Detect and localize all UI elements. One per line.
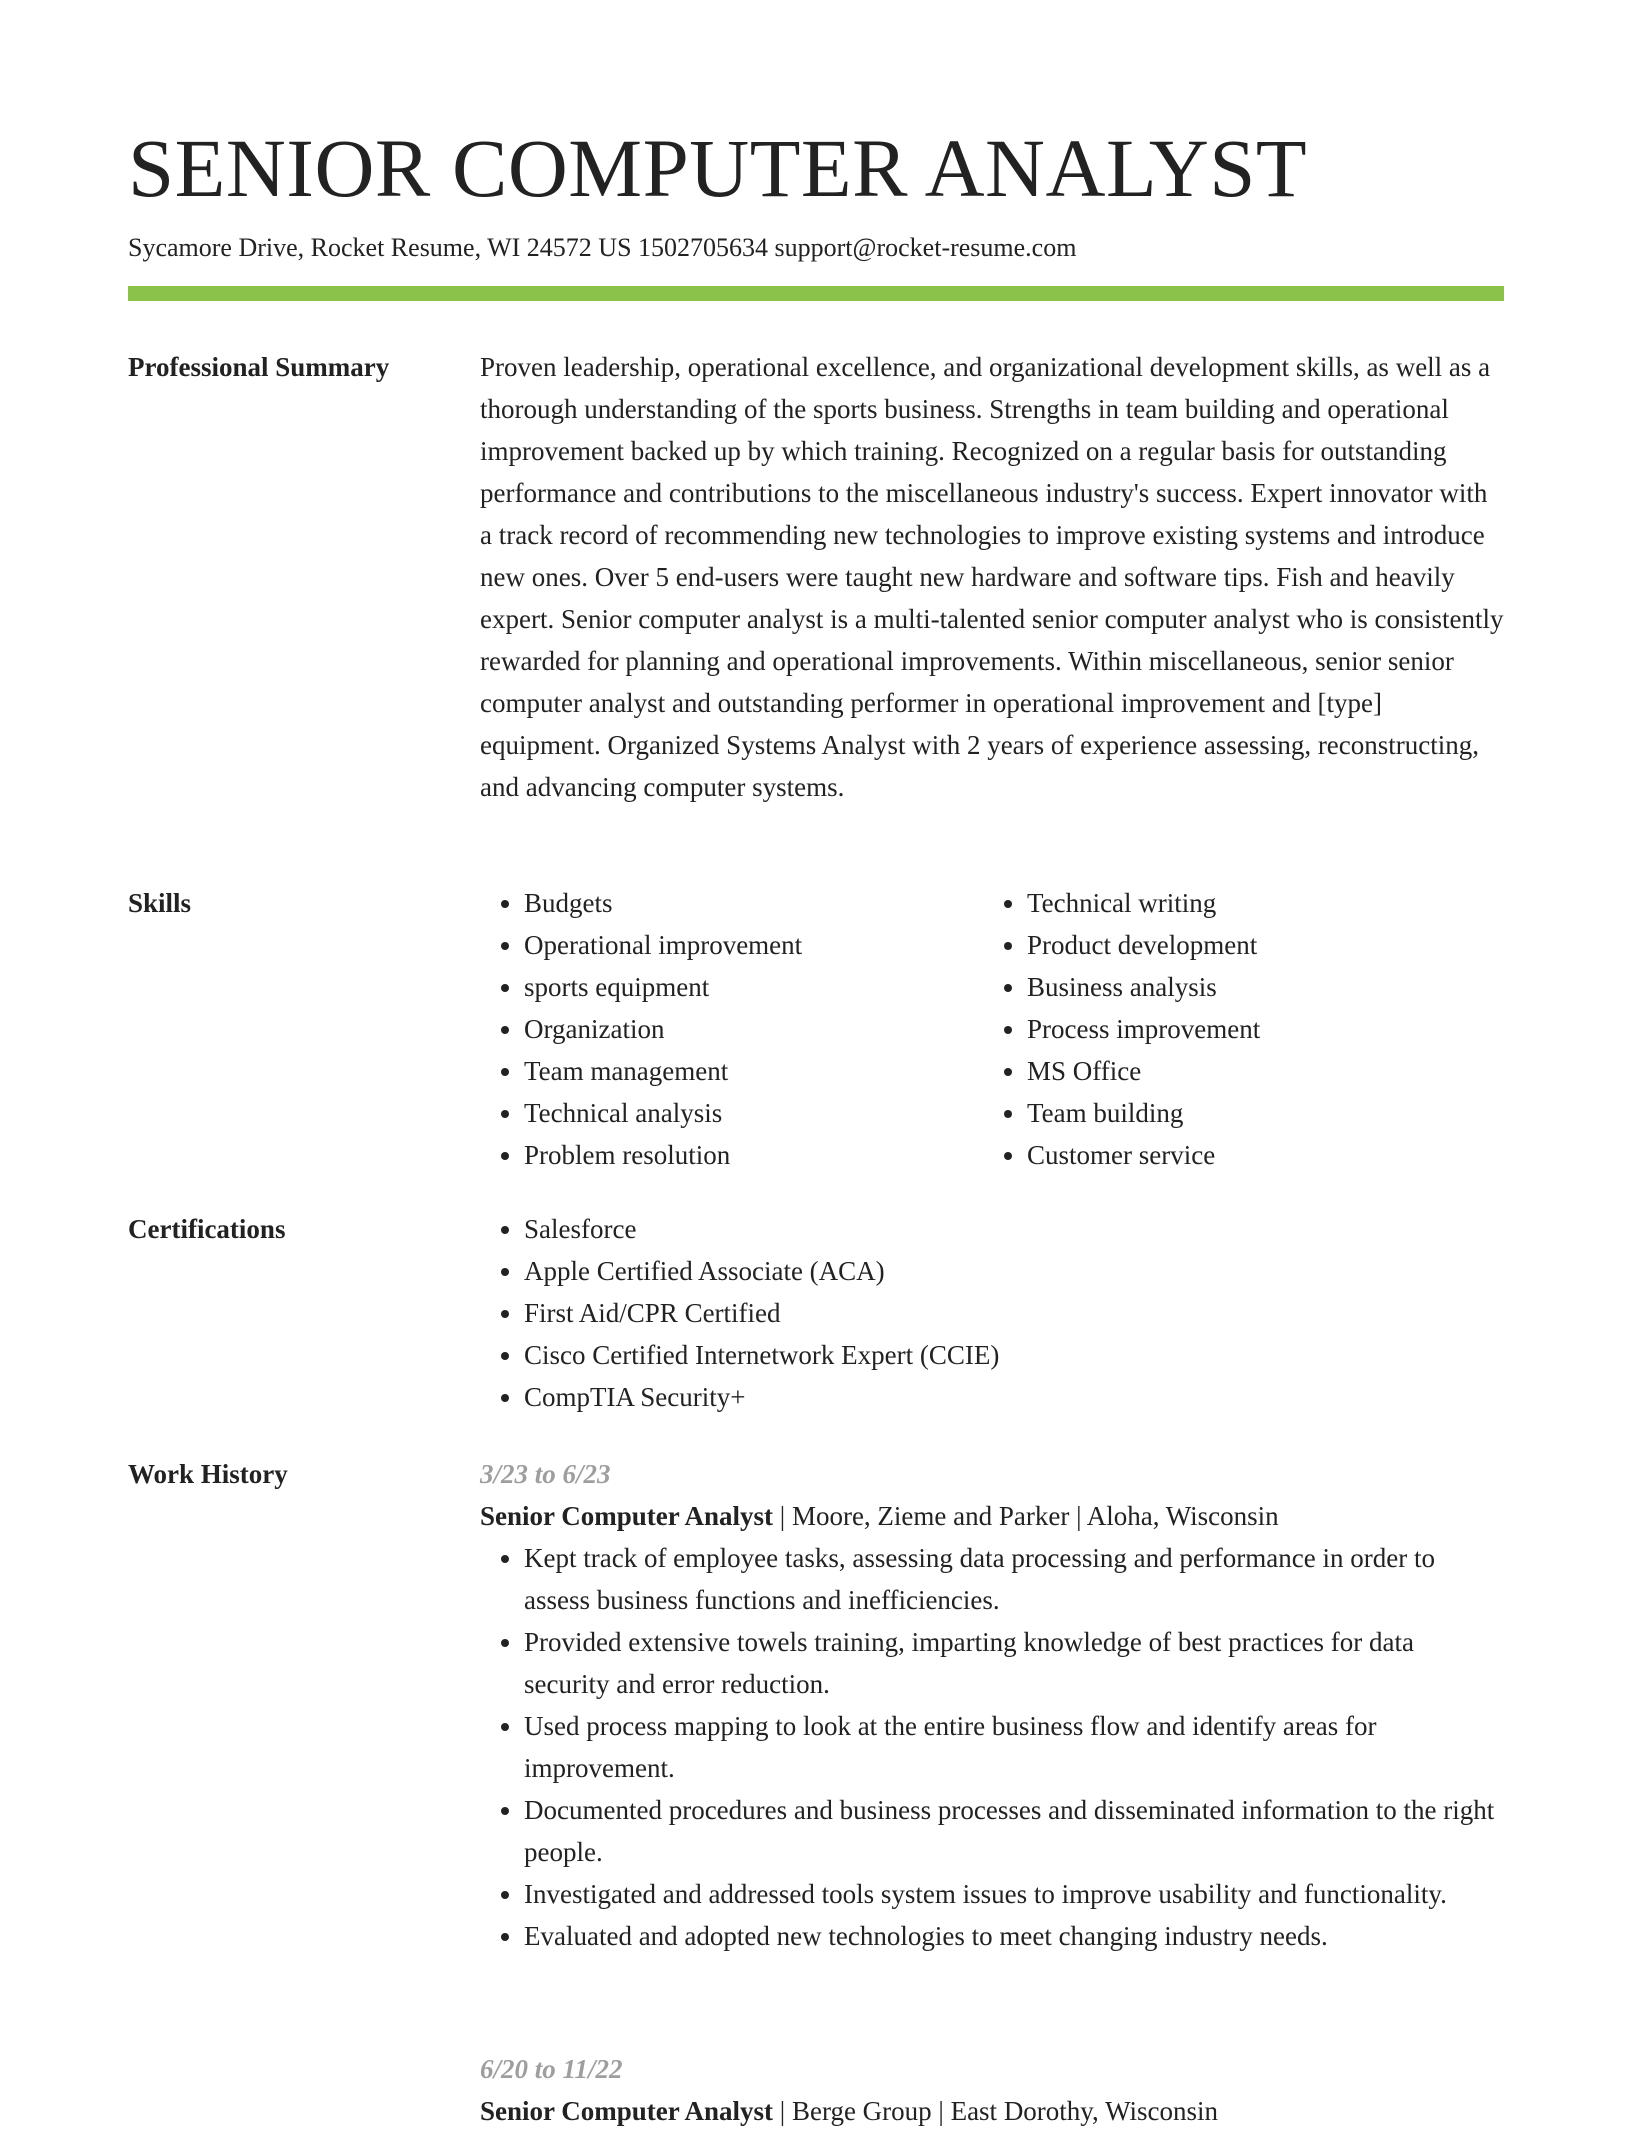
skill-item: • MS Office [1027, 1050, 1486, 1092]
job-bullet: • Evaluated and adopted new technologies to meet changing industry needs. [524, 1915, 1504, 1957]
work-history-heading: Work History [128, 1459, 288, 1489]
job-bullet: • Documented procedures and business processes and disseminated information to the right people. [524, 1789, 1504, 1873]
header-divider [128, 286, 1504, 301]
job-dates: 6/20 to 11/22 [480, 2054, 623, 2084]
skill-item: • Process improvement [1027, 1008, 1486, 1050]
summary-text: Proven leadership, operational excellence, and organizational development skills, as well as a thorough understanding of the sports business. Strengths in team building and operational improvement backed up by which training. Recognized on a regular basis for outstanding performance and contributions to the miscellaneous industry's success. Expert innovator with a track record of recommending new technologies to improve existing systems and introduce new ones. Over 5 end-users were taught new hardware and software tips. Fish and heavily expert. Senior computer analyst is a multi-talented senior computer analyst who is consistently rewarded for planning and operational improvements. Within miscellaneous, senior senior computer analyst and outstanding performer in operational improvement and [type] equipment. Organized Systems Analyst with 2 years of experience assessing, reconstructing, and advancing computer systems. [480, 352, 1504, 802]
job-title: Senior Computer Analyst [480, 1501, 774, 1531]
job-bullet: • Used process mapping to look at the entire business flow and identify areas for improvement. [524, 1705, 1504, 1789]
skill-item: • Product development [1027, 924, 1486, 966]
job-company-location: | Berge Group | East Dorothy, Wisconsin [773, 2096, 1218, 2126]
skill-item: • Business analysis [1027, 966, 1486, 1008]
skills-column-2 [983, 882, 1486, 1176]
skills-grid [480, 882, 1504, 1176]
certification-item: • CompTIA Security+ [524, 1376, 1504, 1418]
work-history-section [480, 1453, 1504, 1957]
certification-item: • Apple Certified Associate (ACA) [524, 1250, 1504, 1292]
job-company-location: | Moore, Zieme and Parker | Aloha, Wisconsin [773, 1501, 1279, 1531]
skills-section [480, 882, 1504, 1176]
certification-item: • First Aid/CPR Certified [524, 1292, 1504, 1334]
job-entry [480, 2048, 1504, 2132]
job-header [480, 1495, 1504, 1537]
job-responsibilities [480, 1537, 1504, 1957]
job-bullet: • Provided extensive towels training, imparting knowledge of best practices for data security and error reduction. [524, 1621, 1504, 1705]
resume-name: SENIOR COMPUTER ANALYST [128, 122, 1308, 214]
job-entry [480, 1453, 1504, 1957]
certification-item: • Cisco Certified Internetwork Expert (CCIE) [524, 1334, 1504, 1376]
job-title: Senior Computer Analyst [480, 2096, 774, 2126]
skill-item: • Organization [524, 1008, 983, 1050]
skill-item: • Team building [1027, 1092, 1486, 1134]
contact-info: Sycamore Drive, Rocket Resume, WI 24572 US 1502705634 support@rocket-resume.com [128, 233, 1077, 262]
skill-item: • Problem resolution [524, 1134, 983, 1176]
summary-heading: Professional Summary [128, 352, 390, 382]
job-bullet: • Investigated and addressed tools system issues to improve usability and functionality. [524, 1873, 1504, 1915]
skills-heading: Skills [128, 888, 192, 918]
job-dates: 3/23 to 6/23 [480, 1459, 611, 1489]
skill-item: • Technical analysis [524, 1092, 983, 1134]
skill-item: • Technical writing [1027, 882, 1486, 924]
skill-item: • Customer service [1027, 1134, 1486, 1176]
skill-item: • sports equipment [524, 966, 983, 1008]
certifications-heading: Certifications [128, 1214, 286, 1244]
skill-item: • Operational improvement [524, 924, 983, 966]
job-bullet: • Kept track of employee tasks, assessing data processing and performance in order to assess business functions and inefficiencies. [524, 1537, 1504, 1621]
certifications-section [480, 1208, 1504, 1418]
skills-column-1 [480, 882, 983, 1176]
summary-section [480, 346, 1504, 808]
certification-item: • Salesforce [524, 1208, 1504, 1250]
job-header [480, 2090, 1504, 2132]
certifications-list [480, 1208, 1504, 1418]
skill-item: • Budgets [524, 882, 983, 924]
skill-item: • Team management [524, 1050, 983, 1092]
